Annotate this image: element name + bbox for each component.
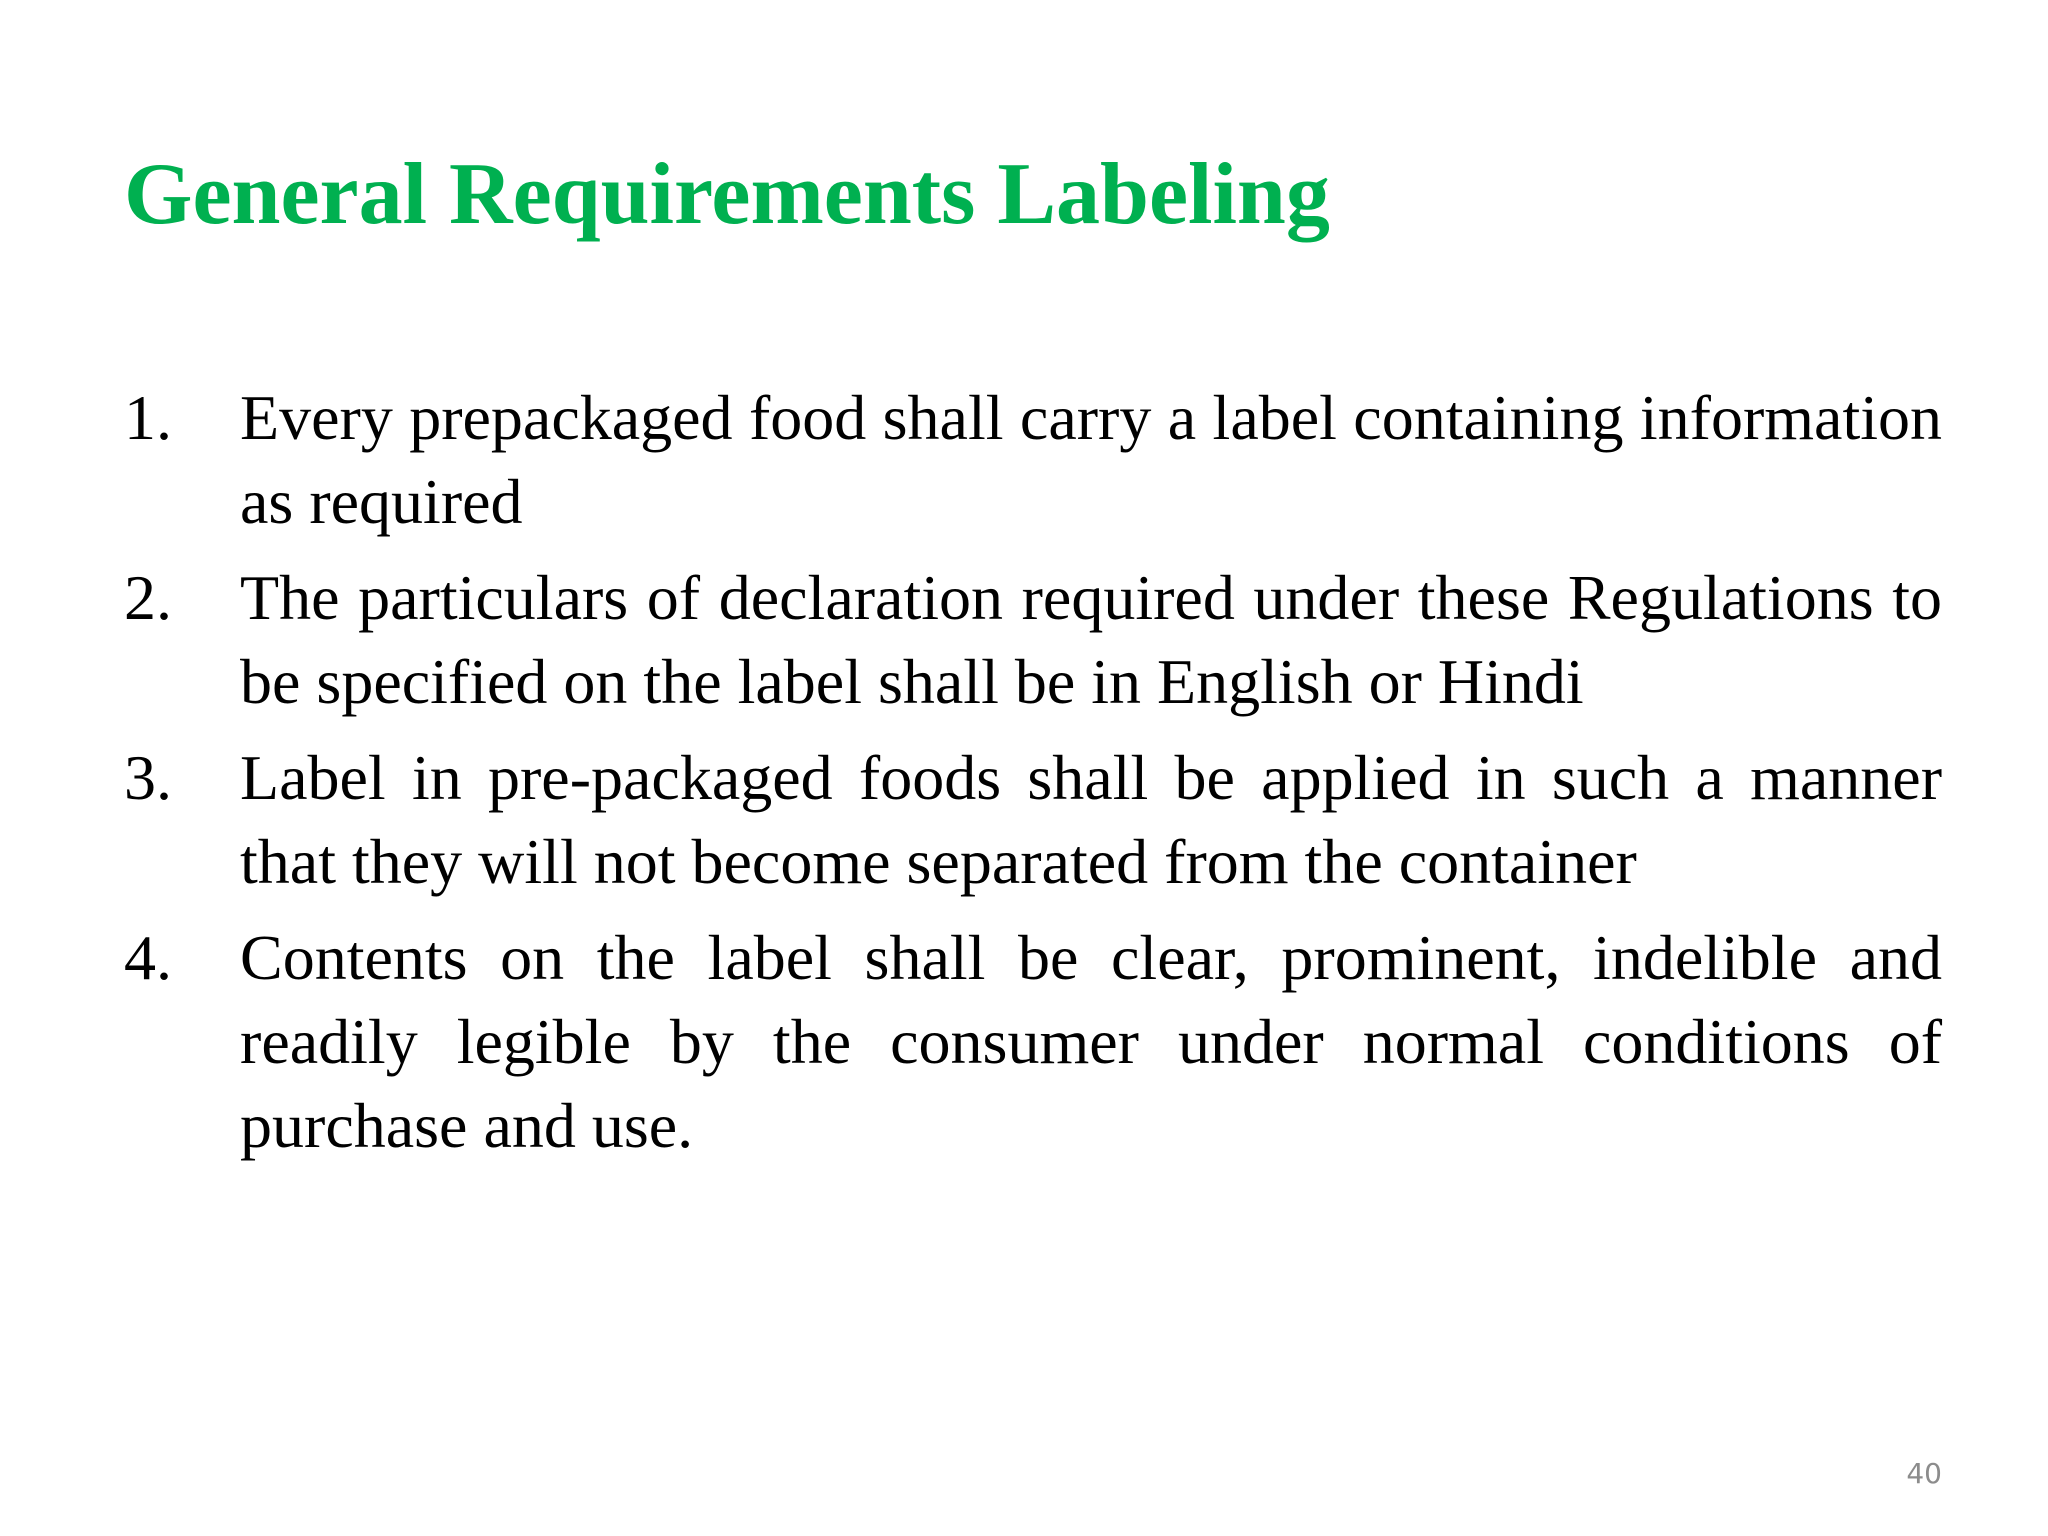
list-item-text: Every prepackaged food shall carry a label containing information as required (240, 382, 1942, 537)
page-number: 40 (1906, 1457, 1942, 1490)
list-item-number: 4. (124, 922, 172, 993)
list-item (124, 556, 1942, 724)
list-item-number: 1. (124, 382, 172, 453)
list-item-number: 3. (124, 742, 172, 813)
list-item-text: The particulars of declaration required under these Regulations to be specified on the label shall be in English or Hindi (240, 562, 1942, 717)
slide-title: General Requirements Labeling (124, 146, 1330, 243)
list-item-text: Contents on the label shall be clear, prominent, indelible and readily legible by the consumer under normal conditions of purchase and use. (240, 922, 1942, 1161)
list-item (124, 736, 1942, 904)
list-item (124, 376, 1942, 544)
requirements-list (124, 376, 1942, 1180)
list-item (124, 916, 1942, 1168)
list-item-number: 2. (124, 562, 172, 633)
list-item-text: Label in pre-packaged foods shall be applied in such a manner that they will not become separated from the container (240, 742, 1942, 897)
